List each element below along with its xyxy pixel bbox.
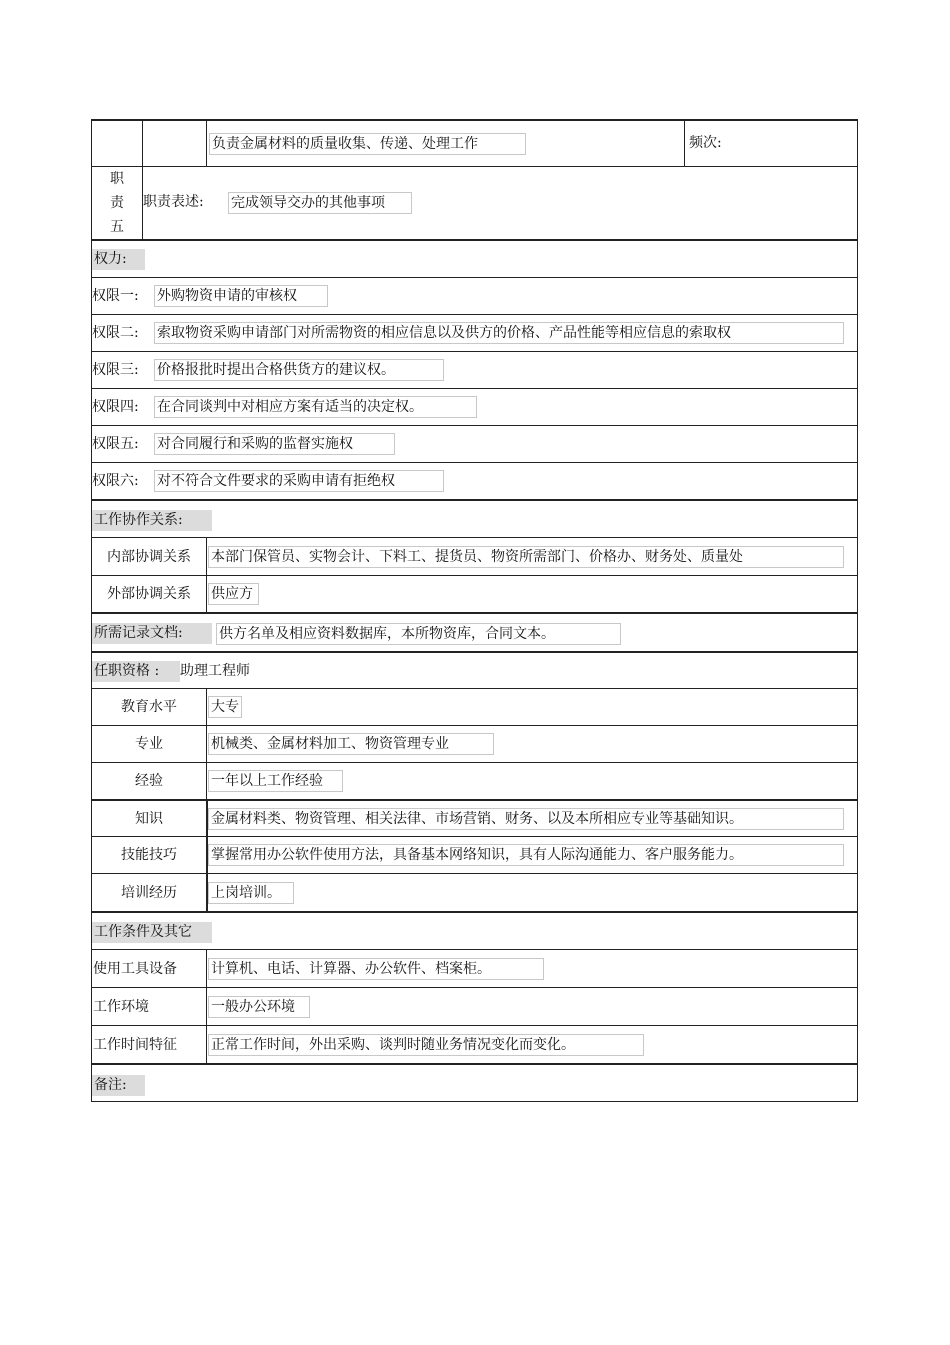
cooperation-title-row bbox=[91, 499, 858, 537]
conditions-item: 使用工具设备 计算机、电话、计算器、办公软件、档案柜。 bbox=[91, 949, 858, 987]
records-label: 所需记录文档: bbox=[92, 623, 212, 644]
conditions-item: 工作时间特征 正常工作时间，外出采购、谈判时随业务情况变化而变化。 bbox=[91, 1025, 858, 1063]
duty-text: 负责金属材料的质量收集、传递、处理工作 bbox=[209, 133, 526, 155]
cooperation-title: 工作协作关系: bbox=[92, 510, 212, 531]
power-item: 权限四: 在合同谈判中对相应方案有适当的决定权。 bbox=[91, 388, 858, 425]
conditions-title: 工作条件及其它 bbox=[92, 922, 212, 943]
duty-five-vertical-label: 职 责 五 bbox=[110, 171, 124, 235]
internal-coordination-row: 内部协调关系 本部门保管员、实物会计、下料工、提货员、物资所需部门、价格办、财务处、质量处 bbox=[91, 537, 858, 575]
power-item: 权限三: 价格报批时提出合格供货方的建议权。 bbox=[91, 351, 858, 388]
duty-five-row bbox=[91, 166, 858, 239]
qualification-item: 培训经历 上岗培训。 bbox=[91, 873, 858, 911]
remarks-row bbox=[91, 1063, 858, 1102]
job-description-table bbox=[91, 119, 858, 1102]
remarks-label: 备注: bbox=[92, 1075, 145, 1096]
power-item: 权限二: 索取物资采购申请部门对所需物资的相应信息以及供方的价格、产品性能等相应信息的索取权 bbox=[91, 314, 858, 351]
qualification-title-row bbox=[91, 651, 858, 688]
frequency-label: 频次: bbox=[689, 135, 722, 151]
records-row bbox=[91, 612, 858, 651]
conditions-title-row bbox=[91, 911, 858, 949]
qualification-label: 任职资格 : bbox=[92, 661, 180, 682]
duty-five-text: 完成领导交办的其他事项 bbox=[228, 192, 412, 214]
power-item: 权限五: 对合同履行和采购的监督实施权 bbox=[91, 425, 858, 462]
conditions-item: 工作环境 一般办公环境 bbox=[91, 987, 858, 1025]
qualification-item: 技能技巧 掌握常用办公软件使用方法，具备基本网络知识，具有人际沟通能力、客户服务能力。 bbox=[91, 836, 858, 873]
qualification-item: 专业 机械类、金属材料加工、物资管理专业 bbox=[91, 725, 858, 762]
qualification-item: 经验 一年以上工作经验 bbox=[91, 762, 858, 799]
power-title-row bbox=[91, 239, 858, 277]
power-item: 权限一: 外购物资申请的审核权 bbox=[91, 277, 858, 314]
qualification-item: 知识 金属材料类、物资管理、相关法律、市场营销、财务、以及本所相应专业等基础知识。 bbox=[91, 799, 858, 836]
records-text: 供方名单及相应资料数据库，本所物资库，合同文本。 bbox=[216, 623, 621, 645]
power-item: 权限六: 对不符合文件要求的采购申请有拒绝权 bbox=[91, 462, 858, 499]
duty-row bbox=[91, 119, 858, 166]
qualification-item: 教育水平 大专 bbox=[91, 688, 858, 725]
duty-five-label: 职责表述: bbox=[143, 194, 204, 210]
power-title: 权力: bbox=[92, 249, 145, 270]
qualification-value: 助理工程师 bbox=[180, 663, 250, 679]
external-coordination-row: 外部协调关系 供应方 bbox=[91, 575, 858, 612]
